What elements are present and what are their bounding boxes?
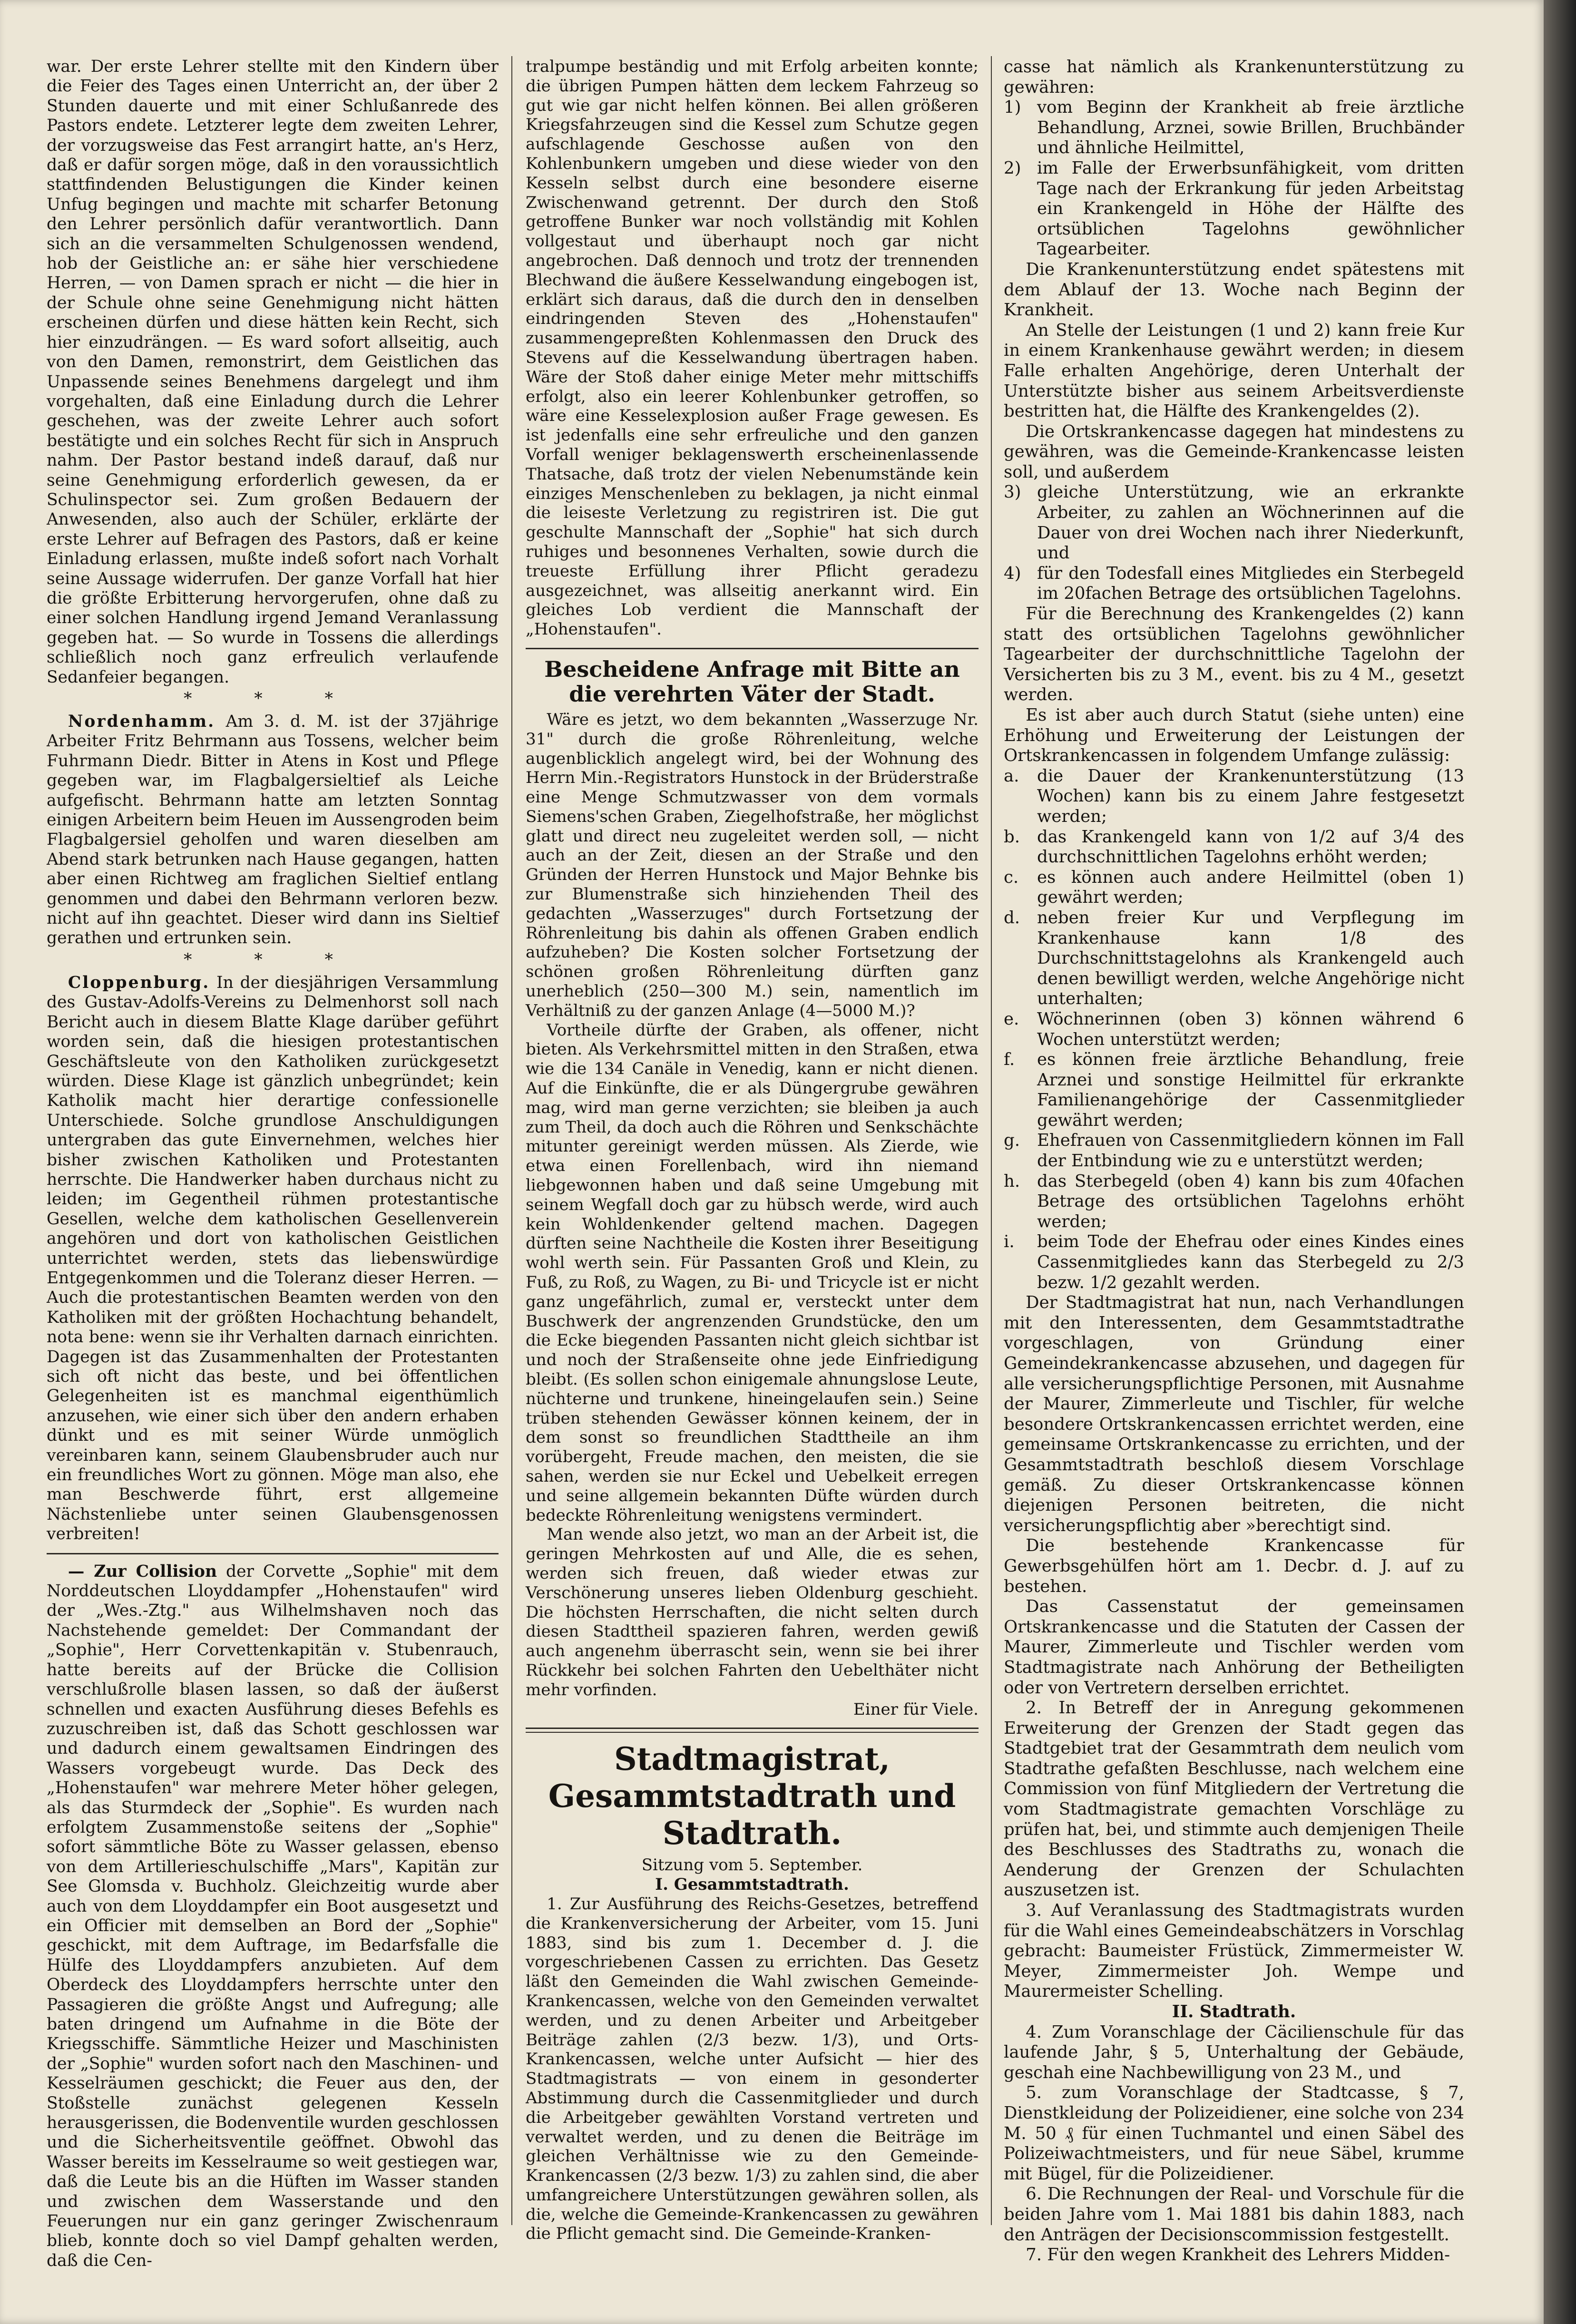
article-anfrage-signature: Einer für Viele. <box>853 1699 979 1719</box>
section-separator: * * * <box>184 950 362 969</box>
column-left <box>47 57 499 2271</box>
list-item-marker: 3) <box>1004 482 1021 502</box>
session-paragraph: Die Ortskrankencasse dagegen hat mindestens zu gewähren, was die Gemeinde-Krankencasse leisten soll, und außerdem <box>1004 421 1464 482</box>
list-item-text: gleiche Unterstützung, wie an erkrankte Arbeiter, zu zahlen an Wöchnerinnen auf die Dauer von drei Wochen nach ihrer Niederkunft, und <box>1037 482 1464 563</box>
list-item-marker: 4) <box>1004 563 1021 583</box>
article-anfrage-paragraph: Man wende also jetzt, wo man an der Arbeit ist, die geringen Mehrkosten auf und Alle, die es sehen, werden sich freuen, daß wieder etwas zur Verschönerung unseres lieben Oldenburg geschieht. Die höchsten Herrschaften, die nicht selten durch diesen Stadttheil spazieren fahren, werden gewiß auch angenehm überrascht sein, wenn sie bei ihrer Rückkehr bei solchen Fahrten den Uebelthäter nicht mehr vorfinden. <box>526 1525 979 1699</box>
session-paragraph: Für die Berechnung des Krankengeldes (2) kann statt des ortsüblichen Tagelohns gewöhnlicher Tagearbeiter der durchschnittliche Tagelohn der Versicherten bis zu 3 M., event. bis zu 4 M., gesetzt werden. <box>1004 604 1464 705</box>
article-anfrage-paragraph: Wäre es jetzt, wo dem bekannten „Wasserzuge Nr. 31" durch die große Röhrenleitung, welche augenblicklich angelegt wird, bei der Wohnung des Herrn Min.-Registrators Hunstock in der Brüderstraße eine Menge Schmutzwasser von dem vormals Siemens'schen Graben, Ziegelhofstraße, her möglichst glatt und direct neu zugeleitet werden soll, — nicht auch an der Zeit, diesen an der Straße und den Gründen der Herren Hunstock und Major Behnke bis zur Blumenstraße sich hinziehenden Theil des gedachten „Wasserzuges" durch Fortsetzung der Röhrenleitung bis dahin als offenen Graben endlich aufzuheben? Die Kosten solcher Fortsetzung der schönen großen Röhrenleitung dürften ganz unerheblich (250—300 M.) sein, namentlich im Verhältniß zu der ganzen Anlage (4—5000 M.)? <box>526 710 979 1020</box>
session-paragraph: 5. zum Voranschlage der Stadtcasse, § 7, Dienstkleidung der Polizeidiener, eine solche von 234 M. 50 ₰ für einen Tuchmantel und einen Säbel des Polizeiwachtmeisters, und für neue Säbel, krumme mit Bügel, für die Polizeidiener. <box>1004 2083 1464 2184</box>
subsection-heading: I. Gesammtstadtrath. <box>655 1875 849 1894</box>
session-paragraph: Die bestehende Krankencasse für Gewerbsgehülfen hört am 1. Decbr. d. J. auf zu bestehen. <box>1004 1536 1464 1596</box>
article-nordenhamm <box>47 712 499 948</box>
list-item <box>1004 908 1464 1009</box>
list-item-text: die Dauer der Krankenunterstützung (13 Wochen) kann bis zu einem Jahre festgesetzt werden; <box>1037 766 1464 826</box>
list-item-marker: 1) <box>1004 98 1021 117</box>
list-item-text: im Falle der Erwerbsunfähigkeit, vom dritten Tage nach der Erkrankung für jeden Arbeitstag ein Krankengeld in Höhe der Hälfte des ortsüblichen Tagelohns gewöhnlicher Tagearbeiter. <box>1037 158 1464 259</box>
list-item-marker: e. <box>1004 1009 1019 1029</box>
section-divider <box>526 1728 979 1733</box>
list-item-marker: f. <box>1004 1050 1015 1070</box>
list-item <box>1004 868 1464 908</box>
column-divider <box>991 56 992 2225</box>
list-item-marker: b. <box>1004 827 1020 847</box>
article-anfrage-paragraph: Vortheile dürfte der Graben, als offener, nicht bieten. Als Verkehrsmittel mitten in den Straßen, etwa wie die 134 Canäle in Venedig, kann er nicht dienen. Auf die Einkünfte, die er als Düngergrube gewähren mag, wird man gerne verzichten; sie bleiben ja auch zum Theil, da doch auch die Röhren und Senkschächte mitunter gereinigt werden müssen. Als Zierde, wie etwa einen Forellenbach, wird ihn niemand liebgewonnen haben und daß seine Umgebung mit seinem Wegfall doch gar zu hübsch werde, wird auch kein Wohldenkender geltend machen. Dagegen dürften seine Nachtheile die Kosten ihrer Beseitigung wohl werth sein. Für Passanten Groß und Klein, zu Fuß, zu Roß, zu Wagen, zu Bi- und Tricycle ist er nicht ganz ungefährlich, zumal er, versteckt unter dem Buschwerk der angrenzenden Grundstücke, den um die Ecke biegenden Passanten nicht gleich sichtbar ist und noch der Straßenseite ohne jede Einfriedigung bleibt. (Es sollen schon einigemale ahnungslose Leute, nüchterne und trunkene, hineingelaufen sein.) Seine trüben stehenden Gewässer können keinem, der in dem sonst so freundlichen Stadttheile an ihm vorübergeht, Freude machen, den meisten, die sie sahen, werden sie nur Eckel und Uebelkeit erregen und seine allgemein bekannten Düfte würden durch bedeckte Röhrenleitung wenigstens vermindert. <box>526 1020 979 1525</box>
list-item-marker: g. <box>1004 1131 1020 1151</box>
list-item-marker: c. <box>1004 867 1019 887</box>
article-cloppenburg <box>47 973 499 1544</box>
article-anfrage-heading: Bescheidene Anfrage mit Bitte an die verehrten Väter der Stadt. <box>544 656 960 707</box>
list-item-text: es können freie ärztliche Behandlung, freie Arznei und sonstige Heilmittel für erkrankte Familienangehörige der Cassenmitglieder gewährt werden; <box>1037 1050 1464 1130</box>
session-paragraph: 6. Die Rechnungen der Real- und Vorschule für die beiden Jahre vom 1. Mai 1881 bis dahin 1883, nach den Anträgen der Decisionscommission festgestellt. <box>1004 2184 1464 2245</box>
list-item <box>1004 827 1464 868</box>
list-item <box>1004 564 1464 604</box>
subsection-heading: II. Stadtrath. <box>1172 2002 1296 2021</box>
list-item-marker: d. <box>1004 908 1020 928</box>
column-right <box>1004 57 1464 2265</box>
article-collision-text: der Corvette „Sophie" mit dem Norddeutschen Lloyddampfer „Hohenstaufen" wird der „Wes.-Ztg." aus Wilhelmshaven noch das Nachstehende gemeldet: Der Commandant der „Sophie", Herr Corvettenkapitän v. Stubenrauch, hatte bereits auf der Brücke die Collision verschlußrolle blasen lassen, so daß der äußerst schnellen und exacten Ausführung dieses Befehls es zuzuschreiben ist, daß das Schott geschlossen war und dadurch einem gewaltsamen Eindringen des Wassers vorgebeugt wurde. Das Deck des „Hohenstaufen" war mehrere Meter höher gelegen, als das Sturmdeck der „Sophie". Es wurden nach erfolgtem Zusammenstoße seitens der „Sophie" sofort sämmtliche Böte zu Wasser gelassen, ebenso von dem Artillerieschulschiffe „Mars", Kapitän zur See Glomsda v. Buchholz. Gleichzeitig wurde aber auch von dem Lloyddampfer ein Boot ausgesetzt und ein Officier mit demselben an Bord der „Sophie" geschickt, mit dem Auftrage, im Bedarfsfalle die Hülfe des Lloyddampfers anzubieten. Auf dem Oberdeck des Lloyddampfers herrschte unter den Passagieren die größte Angst und Aufregung; alle baten dringend um Aufnahme in die Böte der Kriegsschiffe. Sämmtliche Heizer und Maschinisten der „Sophie" wurden sofort nach den Maschinen- und Kesselräumen geschickt; die Feuer aus den, der Stoßstelle zunächst gelegenen Kesseln herausgerissen, die Bodenventile wurden geschlossen und die Sicherheitsventile geöffnet. Obwohl das Wasser bereits im Kesselraume so weit gestiegen war, daß die Leute bis an die Hüften im Wasser standen und zwischen dem Wasserstande und den Feuerungen nur ein ganz geringer Zwischenraum blieb, konnte doch so viel Dampf gehalten werden, daß die Cen- <box>47 1562 499 2270</box>
benefit-list <box>1004 98 1464 260</box>
list-item-text: für den Todesfall eines Mitgliedes ein Sterbegeld im 20fachen Betrage des ortsüblichen Tagelohns. <box>1037 563 1464 604</box>
session-paragraph: Die Krankenunterstützung endet spätestens mit dem Ablauf der 13. Woche nach Beginn der Krankheit. <box>1004 259 1464 320</box>
list-item-text: das Krankengeld kann von 1/2 auf 3/4 des durchschnittlichen Tagelohns erhöht werden; <box>1037 827 1464 867</box>
article-collision <box>47 1562 499 2271</box>
section-separator: * * * <box>184 689 362 708</box>
list-item <box>1004 1009 1464 1050</box>
list-item-text: beim Tode der Ehefrau oder eines Kindes eines Cassenmitgliedes kann das Sterbegeld zu 2/3 bezw. 1/2 gezahlt werden. <box>1037 1232 1464 1292</box>
article-collision-heading: — Zur Collision <box>68 1562 217 1581</box>
session-paragraph-continued: casse hat nämlich als Krankenunterstützung zu gewähren: <box>1004 57 1464 97</box>
article-cloppenburg-dateline: Cloppenburg. <box>68 973 210 992</box>
page-edge-shadow <box>1544 0 1576 2324</box>
session-paragraph: An Stelle der Leistungen (1 und 2) kann freie Kur in einem Krankenhause gewährt werden; in diesem Falle erhalten Angehörige, deren Unterhalt der Unterstützte bisher aus seinem Arbeitsverdienste bestritten hat, die Hälfte des Krankengeldes (2). <box>1004 320 1464 421</box>
extension-list <box>1004 766 1464 1293</box>
list-item-text: das Sterbegeld (oben 4) kann bis zum 40fachen Betrage des ortsüblichen Tagelohns erhöht werden; <box>1037 1171 1464 1231</box>
article-nordenhamm-dateline: Nordenhamm. <box>68 712 215 731</box>
article-cloppenburg-text: In der diesjährigen Versammlung des Gustav-Adolfs-Vereins zu Delmenhorst soll nach Bericht auch in diesem Blatte Klage darüber geführt worden sein, daß die hiesigen protestantischen Geschäftsleute von den Katholiken zurückgesetzt würden. Diese Klage ist gänzlich unbegründet; kein Katholik macht hier derartige confessionelle Unterschiede. Solche grundlose Anschuldigungen untergraben das gute Einvernehmen, welches hier bisher zwischen Katholiken und Protestanten herrschte. Die Handwerker haben durchaus nicht zu leiden; im Gegentheil rühmen protestantische Gesellen, welche dem katholischen Gesellenverein angehören und dort von katholischen Geistlichen unterrichtet werden, stets das liebenswürdige Entgegenkommen und die Toleranz dieser Herren. — Auch die protestantischen Beamten werden von den Katholiken mit der größten Hochachtung behandelt, nota bene: wenn sie ihr Verhalten darnach einrichten. Dagegen ist das Zusammenhalten der Protestanten sich oft nicht das beste, und bei öffentlichen Gelegenheiten ist es manchmal eigenthümlich anzusehen, wie einer sich über den andern erhaben dünkt und es mit seiner Würde unmöglich vereinbaren kann, seinem Glaubensbruder auch nur ein freundliches Wort zu gönnen. Möge man also, ehe man Beschwerde führt, erst allgemeine Nächstenliebe unter seinen Glaubensgenossen verbreiten! <box>47 973 499 1544</box>
session-paragraph: 4. Zum Voranschlage der Cäcilienschule für das laufende Jahr, § 5, Unterhaltung der Gebäude, geschah eine Nachbewilligung von 23 M., und <box>1004 2022 1464 2082</box>
benefit-list <box>1004 482 1464 604</box>
session-paragraph: Der Stadtmagistrat hat nun, nach Verhandlungen mit den Interessenten, dem Gesammtstadtrathe vorgeschlagen, von Gründung einer Gemeindekrankencasse abzusehen, und dagegen für alle versicherungspflichtige Personen, mit Ausnahme der Maurer, Zimmerleute und Tischler, für welche besondere Ortskrankencassen errichtet werden, eine gemeinsame Ortskrankencasse zu errichten, und der Gesammtstadtrath beschloß diesem Vorschlage gemäß. Zu dieser Ortskrankencasse können diejenigen Personen beitreten, die nicht versicherungspflichtig aber »berechtigt sind. <box>1004 1293 1464 1535</box>
session-paragraph: 1. Zur Ausführung des Reichs-Gesetzes, betreffend die Krankenversicherung der Arbeiter, vom 15. Juni 1883, sind bis zum 1. December d. J. die vorgeschriebenen Cassen zu errichten. Das Gesetz läßt den Gemeinden die Wahl zwischen Gemeinde-Krankencassen, welche von den Gemeinden verwaltet werden, und zu denen Arbeiter und Arbeitgeber Beiträge zahlen (2/3 bezw. 1/3), und Orts-Krankencassen, welche unter Aufsicht — hier des Stadtmagistrats — von einem in gesonderter Abstimmung durch die Cassenmitglieder und durch die Arbeitgeber gewählten Vorstand vertreten und verwaltet werden, und zu denen die Beiträge im gleichen Verhältnisse wie zu den Gemeinde-Krankencassen (2/3 bezw. 1/3) zu zahlen sind, die aber umfangreichere Unterstützungen gewähren sollen, als die, welche die Gemeinde-Krankencassen zu gewähren die Pflicht gemacht sind. Die Gemeinde-Kranken- <box>526 1894 979 2244</box>
session-paragraph: 7. Für den wegen Krankheit des Lehrers Midden- <box>1026 2245 1450 2265</box>
article-collision-continued: tralpumpe beständig und mit Erfolg arbeiten konnte; die übrigen Pumpen hätten dem leckem Fahrzeug so gut wie gar nicht helfen können. Bei allen größeren Kriegsfahrzeugen sind die Kessel zum Schutze gegen aufschlagende Geschosse außen von den Kohlenbunkern umgeben und diese wieder von den Kesseln selbst durch eine besondere eiserne Zwischenwand getrennt. Der durch den Stoß getroffene Bunker war noch vollständig mit Kohlen vollgestaut und überhaupt noch gar nicht angebrochen. Daß dennoch und trotz der trennenden Blechwand die äußere Kesselwandung eingebogen ist, erklärt sich daraus, daß die durch den in denselben eindringenden Steven des „Hohenstaufen" zusammengepreßten Kohlenmassen den Druck des Stevens auf die Kesselwandung übertragen haben. Wäre der Stoß daher einige Meter mehr mittschiffs erfolgt, also ein leerer Kohlenbunker getroffen, so wäre eine Kesselexplosion außer Frage gewesen. Es ist jedenfalls eine sehr erfreuliche und den ganzen Vorfall weniger beklagenswerth erscheinenlassende Thatsache, daß trotz der vielen Nebenumstände kein einziges Menschenleben zu beklagen, ja nicht einmal die leiseste Verletzung zu registriren ist. Die gut geschulte Mannschaft der „Sophie" hat sich durch ruhiges und besonnenes Verhalten, sowie durch die treueste Erfüllung ihrer Pflicht geradezu ausgezeichnet, was allseitig anerkannt wird. Ein gleiches Lob verdient die Mannschaft der „Hohenstaufen". <box>526 57 979 639</box>
list-item-marker: i. <box>1004 1232 1015 1252</box>
list-item <box>1004 1050 1464 1131</box>
column-middle <box>526 57 979 2244</box>
session-paragraph: Das Cassenstatut der gemeinsamen Ortskrankencasse und die Statuten der Cassen der Maurer, Zimmerleute und Tischler werden vom Stadtmagistrate nach Anhörung der Betheiligten oder von Vertretern derselben errichtet. <box>1004 1597 1464 1698</box>
article-nordenhamm-text: Am 3. d. M. ist der 37jährige Arbeiter Fritz Behrmann aus Tossens, welcher beim Fuhrmann Diedr. Bitter in Atens in Kost und Pflege gegeben war, im Flagbalgersieltief als Leiche aufgefischt. Behrmann hatte am letzten Sonntag einigen Arbeitern beim Heuen im Aussengroden beim Flagbalgersiel geholfen und waren dieselben am Abend stark betrunken nach Hause gegangen, hatten aber einen Richtweg am fraglichen Sieltief entlang genommen und dabei den Behrmann verloren bezw. nicht auf ihn geachtet. Dieser wird dann ins Sieltief gerathen und ertrunken sein. <box>47 712 499 948</box>
list-item <box>1004 1172 1464 1232</box>
list-item-text: neben freier Kur und Verpflegung im Krankenhause kann 1/8 des Durchschnittstagelohns als Krankengeld auch denen bewilligt werden, welche Angehörige nicht unterhalten; <box>1037 908 1464 1009</box>
session-paragraph: Es ist aber auch durch Statut (siehe unten) eine Erhöhung und Erweiterung der Leistungen der Ortskrankencassen in folgendem Umfange zulässig: <box>1004 705 1464 766</box>
session-paragraph: 3. Auf Veranlassung des Stadtmagistrats wurden für die Wahl eines Gemeindeabschätzers in Vorschlag gebracht: Baumeister Früstück, Zimmermeister W. Meyer, Zimmermeister Joh. Wempe und Maurermeister Schelling. <box>1004 1901 1464 2002</box>
article-divider <box>47 1553 499 1554</box>
list-item <box>1004 1232 1464 1293</box>
session-paragraph: 2. In Betreff der in Anregung gekommenen Erweiterung der Grenzen der Stadt gegen das Stadtgebiet trat der Gesammtrath dem neulich vom Stadtrathe gefaßten Beschlusse, nach welchem eine Commission von fünf Mitgliedern der Vertretung die vom Stadtmagistrate gemachten Vorschläge zu prüfen hat, bei, und stimmte auch demjenigen Theile des Beschlusses des Stadtraths zu, wonach die Aenderung der Grenzen der Schulachten auszusetzen ist. <box>1004 1698 1464 1900</box>
list-item-text: Wöchnerinnen (oben 3) können während 6 Wochen unterstützt werden; <box>1037 1009 1464 1049</box>
article-divider <box>526 648 979 649</box>
list-item-marker: a. <box>1004 766 1019 786</box>
column-divider <box>511 56 512 2225</box>
list-item <box>1004 98 1464 158</box>
list-item-text: vom Beginn der Krankheit ab freie ärztliche Behandlung, Arznei, sowie Brillen, Bruchbänder und ähnliche Heilmittel, <box>1037 98 1464 158</box>
list-item <box>1004 482 1464 563</box>
list-item-text: Ehefrauen von Cassenmitgliedern können im Fall der Entbindung wie zu e unterstützt werden; <box>1037 1131 1464 1171</box>
list-item-text: es können auch andere Heilmittel (oben 1) gewährt werden; <box>1037 867 1464 908</box>
list-item <box>1004 158 1464 260</box>
list-item-marker: h. <box>1004 1171 1020 1191</box>
article-tossens-text: war. Der erste Lehrer stellte mit den Kindern über die Feier des Tages einen Unterricht an, der über 2 Stunden dauerte und mit einer Schlußanrede des Pastors endete. Letzterer legte dem zweiten Lehrer, der vorzugsweise das Fest arrangirt hatte, an's Herz, daß er dafür sorgen möge, daß in den voraussichtlich stattfindenden Belustigungen die Kinder keinen Unfug begingen und machte mit scharfer Betonung den Lehrer persönlich dafür verantwortlich. Dann sich an die versammelten Schulgenossen wendend, hob der Geistliche an: er sähe hier verschiedene Herren, — von Damen sprach er nicht — die hier in der Schule ohne seine Genehmigung nicht hätten erscheinen dürfen und diese hätten kein Recht, sich hier einzudrängen. — Es ward sofort allseitig, auch von den Damen, remonstrirt, dem Geistlichen das Unpassende seines Benehmens dargelegt und ihm vorgehalten, daß eine Einladung durch die Lehrer geschehen, was der zweite Lehrer auch sofort bestätigte und ein solches Recht für sich in Anspruch nahm. Der Pastor bestand indeß darauf, daß nur seine Genehmigung erforderlich gewesen, da er Schulinspector sei. Zum großen Bedauern der Anwesenden, also auch der Schüler, erklärte der erste Lehrer auf Befragen des Pastors, daß er keine Einladung erlassen, mußte indeß sofort nach Vorhalt seine Aussage widerrufen. Der ganze Vorfall hat hier die größte Erbitterung hervorgerufen, ohne daß zu einer solchen Handlung irgend Jemand Veranlassung gegeben hat. — So wurde in Tossens die allerdings schließlich noch ganz erfreulich verlaufende Sedanfeier begangen. <box>47 57 499 687</box>
list-item-marker: 2) <box>1004 158 1021 178</box>
session-date: Sitzung vom 5. September. <box>641 1855 863 1875</box>
section-stadtrath-heading: Stadtmagistrat, Gesammtstadtrath und Stadtrath. <box>548 1740 956 1852</box>
list-item <box>1004 766 1464 827</box>
list-item <box>1004 1131 1464 1171</box>
